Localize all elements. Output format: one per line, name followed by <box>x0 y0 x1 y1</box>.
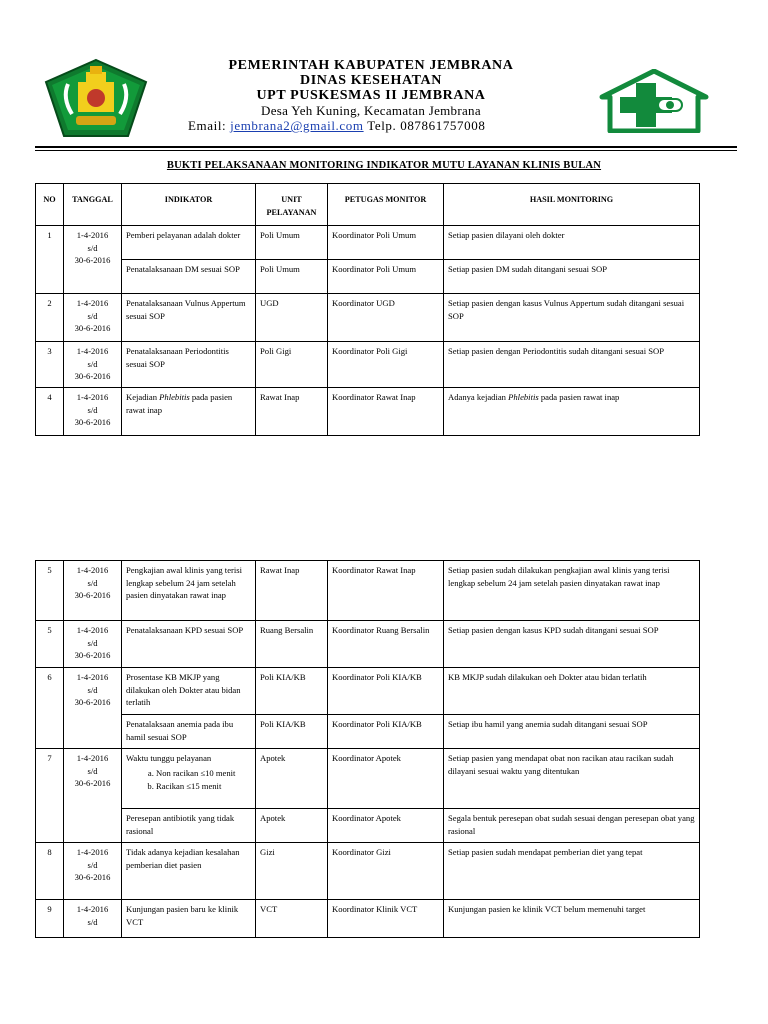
table-row <box>36 561 700 621</box>
row-indikator <box>122 749 256 809</box>
row-no: 5 <box>36 561 64 621</box>
row-unit: Poli Umum <box>256 226 328 260</box>
row-indikator: Kunjungan pasien baru ke klinik VCT <box>122 900 256 938</box>
letterhead-text <box>186 58 556 133</box>
row-indikator <box>122 388 256 436</box>
row-date <box>64 388 122 436</box>
letterhead-institution: UPT PUSKESMAS II JEMBRANA <box>256 88 486 103</box>
row-petugas: Koordinator Poli KIA/KB <box>328 715 444 749</box>
date-start: 1-4-2016 <box>76 753 109 763</box>
row-no: 8 <box>36 843 64 900</box>
date-end: 30-6-2016 <box>74 650 111 660</box>
row-date <box>64 843 122 900</box>
date-end: 30-6-2016 <box>74 255 111 265</box>
hasil-text-pre: Adanya kejadian <box>448 392 509 402</box>
row-indikator: Tidak adanya kejadian kesalahan pemberian diet pasien <box>122 843 256 900</box>
table-row <box>36 843 700 900</box>
letterhead-government: PEMERINTAH KABUPATEN JEMBRANA <box>228 58 514 73</box>
row-petugas: Koordinator Poli Gigi <box>328 342 444 388</box>
table-row <box>36 749 700 809</box>
row-petugas: Koordinator Poli Umum <box>328 226 444 260</box>
indikator-text-post: pada pasien rawat inap <box>126 392 233 415</box>
letterhead <box>0 52 768 142</box>
row-unit: Apotek <box>256 749 328 809</box>
date-sep: s/d <box>87 404 98 415</box>
row-hasil: Segala bentuk peresepan obat sudah sesuai dengan peresepan obat yang rasional <box>444 809 700 843</box>
date-sep: s/d <box>87 637 98 648</box>
row-hasil: Setiap pasien dengan kasus KPD sudah ditangani sesuai SOP <box>444 621 700 668</box>
hasil-text-post: pada pasien rawat inap <box>538 392 620 402</box>
date-start: 1-4-2016 <box>76 230 109 240</box>
letterhead-contact <box>186 118 556 133</box>
table-row <box>36 715 700 749</box>
date-sep: s/d <box>87 310 98 321</box>
row-hasil: Setiap pasien sudah mendapat pemberian diet yang tepat <box>444 843 700 900</box>
date-sep: s/d <box>87 684 98 695</box>
row-unit: Rawat Inap <box>256 388 328 436</box>
header-no: NO <box>36 184 64 226</box>
row-date <box>64 749 122 843</box>
date-end: 30-6-2016 <box>74 697 111 707</box>
row-unit: Apotek <box>256 809 328 843</box>
row-hasil: Setiap pasien yang mendapat obat non racikan atau racikan sudah dilayani sesuai waktu yang ditentukan <box>444 749 700 809</box>
date-start: 1-4-2016 <box>76 904 109 914</box>
row-unit: Rawat Inap <box>256 561 328 621</box>
date-start: 1-4-2016 <box>76 625 109 635</box>
row-hasil: Kunjungan pasien ke klinik VCT belum memenuhi target <box>444 900 700 938</box>
table-row <box>36 342 700 388</box>
header-hasil-monitoring: HASIL MONITORING <box>444 184 700 226</box>
table-row <box>36 294 700 342</box>
row-date <box>64 226 122 294</box>
document-title: BUKTI PELAKSANAAN MONITORING INDIKATOR MUTU LAYANAN KLINIS BULAN <box>166 160 602 171</box>
row-unit: Poli KIA/KB <box>256 715 328 749</box>
row-hasil: Setiap ibu hamil yang anemia sudah ditangani sesuai SOP <box>444 715 700 749</box>
row-indikator: Penatalaksanaan Periodontitis sesuai SOP <box>122 342 256 388</box>
indikator-text-pre: Kejadian <box>126 392 160 402</box>
email-label: Email: <box>188 118 231 133</box>
row-unit: Gizi <box>256 843 328 900</box>
row-hasil: KB MKJP sudah dilakukan oeh Dokter atau bidan terlatih <box>444 668 700 715</box>
indikator-main: Waktu tunggu pelayanan <box>126 753 212 763</box>
row-hasil <box>444 388 700 436</box>
date-start: 1-4-2016 <box>76 346 109 356</box>
header-indikator: INDIKATOR <box>122 184 256 226</box>
date-sep: s/d <box>87 765 98 776</box>
date-start: 1-4-2016 <box>76 392 109 402</box>
header-tanggal: TANGGAL <box>64 184 122 226</box>
row-indikator: Penatalaksanaan Vulnus Appertum sesuai SOP <box>122 294 256 342</box>
row-petugas: Koordinator Ruang Bersalin <box>328 621 444 668</box>
row-hasil: Setiap pasien sudah dilakukan pengkajian awal klinis yang terisi lengkap sebelum 24 jam setelah pasien dinyatakan rawat inap <box>444 561 700 621</box>
table-row <box>36 260 700 294</box>
row-hasil: Setiap pasien dengan Periodontitis sudah ditangani sesuai SOP <box>444 342 700 388</box>
table-row <box>36 226 700 260</box>
row-no: 3 <box>36 342 64 388</box>
row-indikator: Penatalaksanaan KPD sesuai SOP <box>122 621 256 668</box>
row-date <box>64 621 122 668</box>
row-date <box>64 342 122 388</box>
row-petugas: Koordinator Apotek <box>328 749 444 809</box>
letterhead-address: Desa Yeh Kuning, Kecamatan Jembrana <box>261 103 481 118</box>
row-hasil: Setiap pasien dilayani oleh dokter <box>444 226 700 260</box>
date-start: 1-4-2016 <box>76 298 109 308</box>
monitoring-table-page-1 <box>35 183 700 436</box>
puskesmas-logo-icon <box>598 69 710 133</box>
date-sep: s/d <box>87 859 98 870</box>
date-start: 1-4-2016 <box>76 565 109 575</box>
date-end: 30-6-2016 <box>74 323 111 333</box>
row-indikator: Penatalaksaan anemia pada ibu hamil sesuai SOP <box>122 715 256 749</box>
row-petugas: Koordinator Rawat Inap <box>328 561 444 621</box>
indikator-sublist <box>126 767 251 793</box>
row-no: 4 <box>36 388 64 436</box>
table-row <box>36 900 700 938</box>
table-row <box>36 621 700 668</box>
date-sep: s/d <box>87 916 98 927</box>
row-date <box>64 900 122 938</box>
row-unit: UGD <box>256 294 328 342</box>
sublist-item: b. Racikan ≤15 menit <box>156 780 251 793</box>
email-link[interactable]: jembrana2@gmail.com <box>230 118 364 133</box>
row-indikator: Penatalaksanaan DM sesuai SOP <box>122 260 256 294</box>
table-header-row <box>36 184 700 226</box>
table-row <box>36 809 700 843</box>
table-row <box>36 388 700 436</box>
row-unit: Poli Gigi <box>256 342 328 388</box>
date-end: 30-6-2016 <box>74 371 111 381</box>
date-sep: s/d <box>87 242 98 253</box>
row-petugas: Koordinator Klinik VCT <box>328 900 444 938</box>
header-rule-thin <box>35 150 737 151</box>
row-unit: Poli Umum <box>256 260 328 294</box>
row-petugas: Koordinator Rawat Inap <box>328 388 444 436</box>
row-no: 5 <box>36 621 64 668</box>
row-date <box>64 561 122 621</box>
jembrana-regency-emblem-icon <box>42 58 150 140</box>
date-start: 1-4-2016 <box>76 847 109 857</box>
row-date <box>64 294 122 342</box>
row-petugas: Koordinator Poli Umum <box>328 260 444 294</box>
row-no: 7 <box>36 749 64 843</box>
date-end: 30-6-2016 <box>74 590 111 600</box>
header-rule-thick <box>35 146 737 148</box>
phone-number: Telp. 087861757008 <box>367 118 486 133</box>
row-indikator: Prosentase KB MKJP yang dilakukan oleh Dokter atau bidan terlatih <box>122 668 256 715</box>
row-hasil: Setiap pasien dengan kasus Vulnus Appertum sudah ditangani sesuai SOP <box>444 294 700 342</box>
row-petugas: Koordinator Apotek <box>328 809 444 843</box>
header-petugas-monitor: PETUGAS MONITOR <box>328 184 444 226</box>
row-unit: Poli KIA/KB <box>256 668 328 715</box>
row-no: 2 <box>36 294 64 342</box>
date-end: 30-6-2016 <box>74 417 111 427</box>
row-hasil: Setiap pasien DM sudah ditangani sesuai SOP <box>444 260 700 294</box>
indikator-text-italic: Phlebitis <box>159 392 190 402</box>
sublist-item: a. Non racikan ≤10 menit <box>156 767 251 780</box>
row-date <box>64 668 122 749</box>
date-end: 30-6-2016 <box>74 872 111 882</box>
date-start: 1-4-2016 <box>76 672 109 682</box>
row-indikator: Pemberi pelayanan adalah dokter <box>122 226 256 260</box>
row-unit: Ruang Bersalin <box>256 621 328 668</box>
date-sep: s/d <box>87 577 98 588</box>
date-sep: s/d <box>87 358 98 369</box>
row-no: 6 <box>36 668 64 749</box>
letterhead-department: DINAS KESEHATAN <box>300 73 442 88</box>
table-row <box>36 668 700 715</box>
monitoring-table-page-2 <box>35 560 700 938</box>
row-unit: VCT <box>256 900 328 938</box>
row-no: 9 <box>36 900 64 938</box>
header-unit-pelayanan: UNIT PELAYANAN <box>256 184 328 226</box>
row-petugas: Koordinator UGD <box>328 294 444 342</box>
row-petugas: Koordinator Poli KIA/KB <box>328 668 444 715</box>
date-end: 30-6-2016 <box>74 778 111 788</box>
row-no: 1 <box>36 226 64 294</box>
hasil-text-italic: Phlebitis <box>508 392 539 402</box>
row-indikator: Pengkajian awal klinis yang terisi lengkap sebelum 24 jam setelah pasien dinyatakan rawat inap <box>122 561 256 621</box>
row-indikator: Peresepan antibiotik yang tidak rasional <box>122 809 256 843</box>
row-petugas: Koordinator Gizi <box>328 843 444 900</box>
